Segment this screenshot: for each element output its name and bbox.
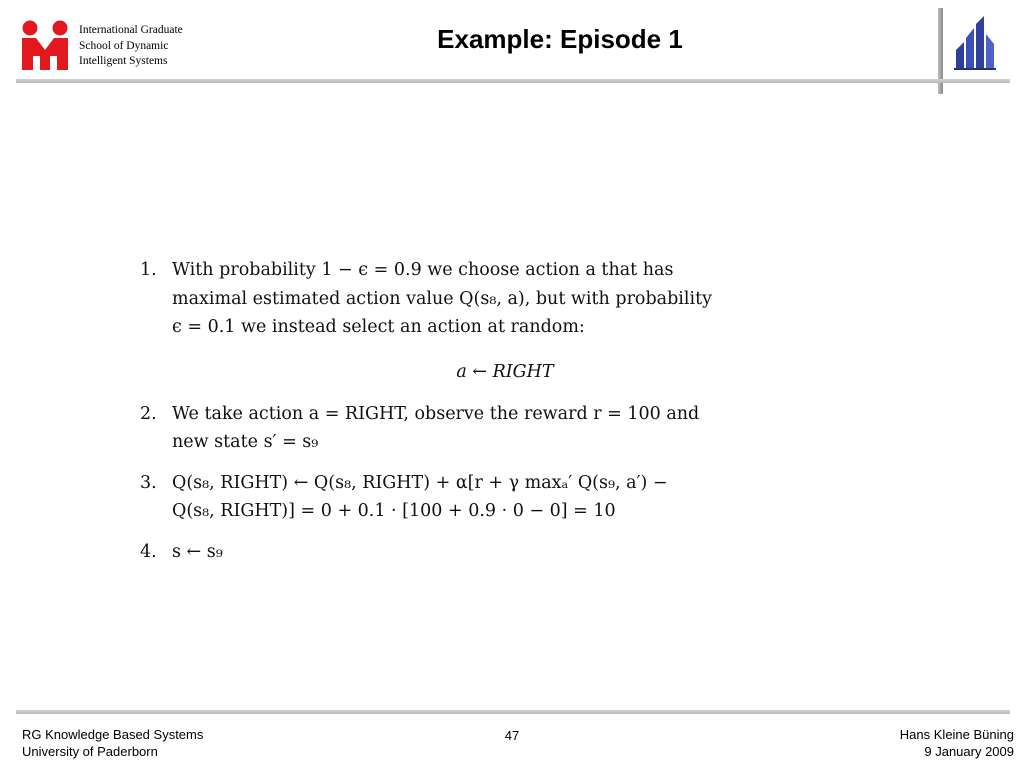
- footer-divider: [16, 710, 1010, 714]
- ihs-logo-icon: [18, 18, 72, 70]
- list-item: [140, 256, 840, 342]
- item-line: maximal estimated action value Q(s₈, a), but with probability: [172, 288, 713, 309]
- item-line: We take action a = RIGHT, observe the reward r = 100 and: [172, 403, 700, 424]
- item-line: Q(s₈, RIGHT)] = 0 + 0.1 · [100 + 0.9 · 0 − 0] = 10: [172, 501, 616, 521]
- footer-right: [900, 726, 1014, 760]
- item-number: 1.: [140, 260, 157, 280]
- header-divider: [16, 79, 1010, 83]
- footer-group-name: RG Knowledge Based Systems: [22, 727, 204, 742]
- slide-content: [140, 256, 840, 566]
- list-item: [140, 469, 840, 526]
- item-number: 4.: [140, 541, 157, 562]
- list-item: [140, 538, 840, 567]
- institution-line: International Graduate: [79, 24, 183, 36]
- footer-author: Hans Kleine Büning: [899, 727, 1014, 742]
- item-line: new state s′ = s₉: [172, 432, 319, 452]
- institution-name: [79, 23, 183, 70]
- institution-line: School of Dynamic: [79, 39, 169, 52]
- footer-left: [22, 726, 203, 760]
- item-number: 2.: [140, 403, 157, 424]
- page-number: 47: [504, 728, 520, 743]
- footer-date: 9 January 2009: [924, 744, 1014, 759]
- item-line: With probability 1 − ϵ = 0.9 we choose action a that has: [172, 260, 674, 280]
- item-line: Q(s₈, RIGHT) ← Q(s₈, RIGHT) + α[r + γ maxₐ′ Q(s₉, a′) −: [172, 472, 668, 493]
- display-equation: a ← RIGHT: [456, 361, 554, 382]
- institution-line: Intelligent Systems: [79, 55, 168, 67]
- footer-university: University of Paderborn: [22, 744, 158, 759]
- item-line: ϵ = 0.1 we instead select an action at random:: [172, 317, 585, 337]
- university-logo-icon: [952, 16, 998, 70]
- item-number: 3.: [140, 472, 157, 493]
- item-line: s ← s₉: [172, 541, 223, 562]
- list-item: [140, 400, 840, 457]
- slide-title: Example: Episode 1: [437, 24, 683, 54]
